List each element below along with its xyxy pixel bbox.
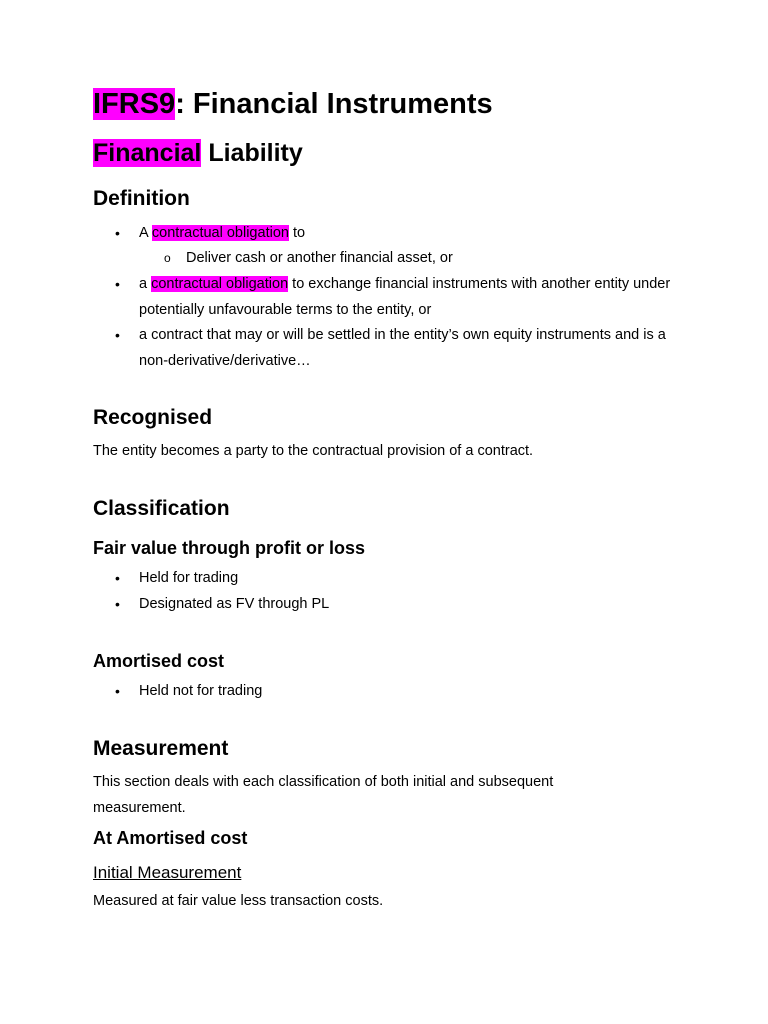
classification-heading: Classification: [93, 497, 230, 520]
bullet-icon: •: [115, 225, 120, 241]
recognised-text: The entity becomes a party to the contractual provision of a contract.: [93, 443, 534, 459]
sub-bullet-icon: o: [164, 251, 171, 265]
bullet-icon: •: [115, 276, 120, 292]
initial-measurement-heading: Initial Measurement: [93, 863, 242, 882]
document-subtitle: [93, 137, 303, 169]
measurement-text: This section deals with each classification of both initial and subsequent measurement.: [93, 774, 554, 816]
definition-sub-bullet: [93, 246, 693, 272]
definition-bullet-2: [93, 272, 693, 323]
bullet-icon: •: [115, 570, 120, 586]
fvtpl-bullet-1: [93, 566, 693, 592]
bullet-icon: •: [115, 683, 120, 699]
amortised-heading: Amortised cost: [93, 651, 225, 671]
fvtpl-item-2: Designated as FV through PL: [139, 596, 330, 612]
measurement-heading: Measurement: [93, 737, 229, 760]
at-amortised-heading: At Amortised cost: [93, 828, 248, 848]
amortised-item-1: Held not for trading: [139, 683, 263, 699]
definition-item1-sub: Deliver cash or another financial asset, or: [186, 250, 453, 266]
document-title: [93, 87, 493, 121]
subtitle-rest: Liability: [201, 139, 303, 167]
subtitle-highlight: Financial: [93, 139, 202, 167]
definition-bullet-3: [93, 323, 693, 374]
bullet-icon: •: [115, 596, 120, 612]
fvtpl-heading: Fair value through profit or loss: [93, 538, 366, 558]
title-rest: : Financial Instruments: [175, 88, 493, 120]
bullet-icon: •: [115, 327, 120, 343]
definition-item1-highlight: contractual obligation: [151, 225, 289, 241]
definition-item1-pre: A: [139, 225, 152, 241]
initial-measurement-text: Measured at fair value less transaction costs.: [93, 893, 384, 909]
definition-item3: a contract that may or will be settled in the entity’s own equity instruments and is a non-derivative/derivative…: [139, 327, 666, 369]
title-highlight: IFRS9: [93, 88, 176, 120]
definition-heading: Definition: [93, 187, 190, 210]
fvtpl-item-1: Held for trading: [139, 570, 239, 586]
fvtpl-bullet-2: [93, 592, 693, 618]
definition-item2-pre: a: [139, 276, 152, 292]
recognised-heading: Recognised: [93, 406, 213, 429]
definition-item2-post: to exchange financial instruments with another entity under potentially unfavourable terms to the entity, or: [139, 276, 671, 318]
definition-bullet-1: [93, 221, 693, 247]
definition-item1-post: to: [288, 225, 306, 241]
definition-item2-highlight: contractual obligation: [151, 276, 289, 292]
amortised-bullet-1: [93, 679, 693, 705]
